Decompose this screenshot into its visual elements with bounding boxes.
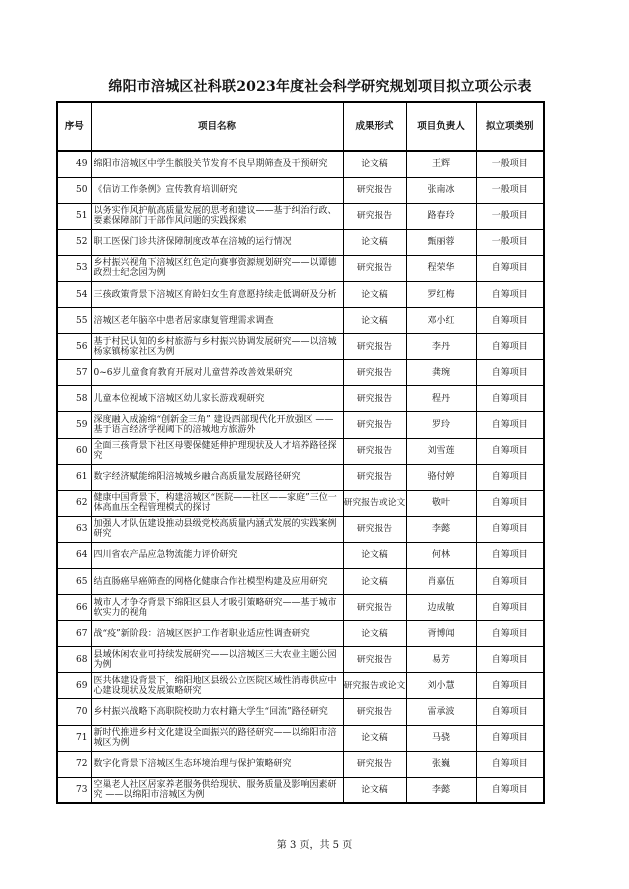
result-form-cell: 研究报告 [343, 412, 406, 438]
seq-cell: 67 [57, 621, 91, 647]
category-cell: 自筹项目 [476, 386, 544, 412]
project-lead-cell: 易芳 [406, 647, 476, 673]
seq-cell: 62 [57, 490, 91, 516]
category-cell: 自筹项目 [476, 595, 544, 621]
project-name-cell: 绵阳市涪城区中学生髌股关节发育不良早期筛查及干预研究 [91, 151, 343, 177]
category-cell: 自筹项目 [476, 412, 544, 438]
header-name: 项目名称 [91, 102, 343, 151]
project-name-cell: 战“疫”新阶段：涪城区医护工作者职业适应性调查研究 [91, 621, 343, 647]
table-row [57, 229, 544, 255]
result-form-cell: 论文稿 [343, 621, 406, 647]
header-form: 成果形式 [343, 102, 406, 151]
table-row [57, 725, 544, 751]
result-form-cell: 论文稿 [343, 151, 406, 177]
project-lead-cell: 胥博闻 [406, 621, 476, 647]
table-row [57, 621, 544, 647]
category-cell: 自筹项目 [476, 751, 544, 777]
table-row [57, 751, 544, 777]
result-form-cell: 研究报告 [343, 203, 406, 229]
project-lead-cell: 王辉 [406, 151, 476, 177]
result-form-cell: 研究报告 [343, 516, 406, 542]
table-row [57, 151, 544, 177]
result-form-cell: 研究报告 [343, 647, 406, 673]
project-name-cell: 新时代推进乡村文化建设全面振兴的路径研究——以绵阳市涪城区为例 [91, 725, 343, 751]
table-body [57, 151, 544, 803]
project-lead-cell: 程荣华 [406, 255, 476, 281]
category-cell: 自筹项目 [476, 516, 544, 542]
seq-cell: 51 [57, 203, 91, 229]
table-row [57, 281, 544, 307]
seq-cell: 49 [57, 151, 91, 177]
result-form-cell: 论文稿 [343, 569, 406, 595]
result-form-cell: 研究报告或论文 [343, 673, 406, 699]
project-lead-cell: 罗玲 [406, 412, 476, 438]
project-name-cell: 涪城区老年脑卒中患者居家康复管理需求调查 [91, 308, 343, 334]
table-row [57, 334, 544, 360]
project-name-cell: 数字化背景下涪城区生态环境治理与保护策略研究 [91, 751, 343, 777]
project-lead-cell: 邓小红 [406, 308, 476, 334]
category-cell: 自筹项目 [476, 464, 544, 490]
project-lead-cell: 肖嘉伍 [406, 569, 476, 595]
project-lead-cell: 雷承波 [406, 699, 476, 725]
project-name-cell: 乡村振兴视角下涪城区红色定向赛事资源规划研究——以谭德政烈士纪念园为例 [91, 255, 343, 281]
table-row [57, 255, 544, 281]
category-cell: 自筹项目 [476, 725, 544, 751]
table-row [57, 386, 544, 412]
project-lead-cell: 李懿 [406, 516, 476, 542]
project-name-cell: 三孩政策背景下涪城区育龄妇女生育意愿持续走低调研及分析 [91, 281, 343, 307]
project-name-cell: 0~6岁儿童食育教育开展对儿童营养改善效果研究 [91, 360, 343, 386]
category-cell: 自筹项目 [476, 569, 544, 595]
seq-cell: 63 [57, 516, 91, 542]
category-cell: 自筹项目 [476, 360, 544, 386]
category-cell: 自筹项目 [476, 438, 544, 464]
category-cell: 自筹项目 [476, 699, 544, 725]
project-table [56, 101, 545, 804]
result-form-cell: 研究报告 [343, 595, 406, 621]
result-form-cell: 研究报告 [343, 386, 406, 412]
project-lead-cell: 罗红梅 [406, 281, 476, 307]
result-form-cell: 研究报告 [343, 255, 406, 281]
seq-cell: 61 [57, 464, 91, 490]
seq-cell: 71 [57, 725, 91, 751]
project-name-cell: 数字经济赋能绵阳涪城城乡融合高质量发展路径研究 [91, 464, 343, 490]
project-lead-cell: 李丹 [406, 334, 476, 360]
header-person: 项目负责人 [406, 102, 476, 151]
project-lead-cell: 马骁 [406, 725, 476, 751]
project-name-cell: 儿童本位视域下涪城区幼儿家长游戏观研究 [91, 386, 343, 412]
result-form-cell: 研究报告 [343, 699, 406, 725]
project-name-cell: 乡村振兴战略下高职院校助力农村籍大学生“回流”路径研究 [91, 699, 343, 725]
project-name-cell: 加强人才队伍建设推动县级党校高质量内涵式发展的实践案例研究 [91, 516, 343, 542]
seq-cell: 66 [57, 595, 91, 621]
seq-cell: 64 [57, 542, 91, 568]
category-cell: 自筹项目 [476, 647, 544, 673]
seq-cell: 57 [57, 360, 91, 386]
project-name-cell: 职工医保门诊共济保障制度改革在涪城的运行情况 [91, 229, 343, 255]
project-name-cell: 全面三孩背景下社区母婴保健延伸护理现状及人才培养路径探究 [91, 438, 343, 464]
seq-cell: 54 [57, 281, 91, 307]
category-cell: 自筹项目 [476, 542, 544, 568]
table-row [57, 542, 544, 568]
seq-cell: 65 [57, 569, 91, 595]
project-name-cell: 结直肠癌早癌筛查的网格化健康合作社模型构建及应用研究 [91, 569, 343, 595]
table-row [57, 412, 544, 438]
project-lead-cell: 骆付婷 [406, 464, 476, 490]
result-form-cell: 研究报告 [343, 360, 406, 386]
result-form-cell: 论文稿 [343, 229, 406, 255]
table-row [57, 360, 544, 386]
result-form-cell: 论文稿 [343, 777, 406, 803]
category-cell: 自筹项目 [476, 621, 544, 647]
category-cell: 自筹项目 [476, 673, 544, 699]
page-title: 绵阳市涪城区社科联2023年度社会科学研究规划项目拟立项公示表 [108, 79, 532, 95]
project-lead-cell: 甄丽蓉 [406, 229, 476, 255]
project-name-cell: 县域休闲农业可持续发展研究——以涪城区三大农业主题公园为例 [91, 647, 343, 673]
result-form-cell: 论文稿 [343, 542, 406, 568]
seq-cell: 55 [57, 308, 91, 334]
result-form-cell: 研究报告 [343, 334, 406, 360]
seq-cell: 59 [57, 412, 91, 438]
result-form-cell: 研究报告 [343, 438, 406, 464]
project-name-cell: 城市人才争夺背景下绵阳区县人才吸引策略研究——基于城市软实力的视角 [91, 595, 343, 621]
category-cell: 一般项目 [476, 229, 544, 255]
seq-cell: 70 [57, 699, 91, 725]
project-lead-cell: 边成敏 [406, 595, 476, 621]
project-lead-cell: 张南冰 [406, 177, 476, 203]
table-row [57, 595, 544, 621]
table-row [57, 177, 544, 203]
seq-cell: 68 [57, 647, 91, 673]
category-cell: 自筹项目 [476, 777, 544, 803]
project-name-cell: 空巢老人社区居家养老服务供给现状、服务质量及影响因素研究 ——以绵阳市涪城区为例 [91, 777, 343, 803]
header-category: 拟立项类别 [476, 102, 544, 151]
category-cell: 自筹项目 [476, 281, 544, 307]
project-name-cell: 四川省农产品应急物流能力评价研究 [91, 542, 343, 568]
seq-cell: 50 [57, 177, 91, 203]
seq-cell: 72 [57, 751, 91, 777]
page-footer: 第 3 页，共 5 页 [276, 840, 353, 851]
project-name-cell: 深度融入成渝绵“创新金三角” 建设西部现代化开放强区 ——基于语言经济学视阈下的涪城地方旅游外 [91, 412, 343, 438]
header-seq: 序号 [57, 102, 91, 151]
project-lead-cell: 路春玲 [406, 203, 476, 229]
seq-cell: 56 [57, 334, 91, 360]
category-cell: 一般项目 [476, 203, 544, 229]
seq-cell: 60 [57, 438, 91, 464]
category-cell: 一般项目 [476, 177, 544, 203]
table-row [57, 647, 544, 673]
table-row [57, 777, 544, 803]
seq-cell: 69 [57, 673, 91, 699]
table-row [57, 490, 544, 516]
category-cell: 自筹项目 [476, 334, 544, 360]
category-cell: 自筹项目 [476, 490, 544, 516]
project-lead-cell: 何林 [406, 542, 476, 568]
seq-cell: 53 [57, 255, 91, 281]
project-lead-cell: 刘小慧 [406, 673, 476, 699]
project-name-cell: 基于村民认知的乡村旅游与乡村振兴协调发展研究——以涪城杨家镇杨家社区为例 [91, 334, 343, 360]
result-form-cell: 论文稿 [343, 308, 406, 334]
result-form-cell: 研究报告 [343, 751, 406, 777]
project-lead-cell: 程丹 [406, 386, 476, 412]
project-name-cell: 《信访工作条例》宣传教育培训研究 [91, 177, 343, 203]
result-form-cell: 研究报告 [343, 177, 406, 203]
project-name-cell: 以务实作风护航高质量发展的思考和建议——基于纠治行政、要素保障部门干部作风问题的实践探索 [91, 203, 343, 229]
category-cell: 自筹项目 [476, 308, 544, 334]
seq-cell: 52 [57, 229, 91, 255]
table-row [57, 516, 544, 542]
result-form-cell: 研究报告或论文 [343, 490, 406, 516]
table-row [57, 438, 544, 464]
project-lead-cell: 刘雪莲 [406, 438, 476, 464]
seq-cell: 73 [57, 777, 91, 803]
table-row [57, 699, 544, 725]
result-form-cell: 论文稿 [343, 725, 406, 751]
category-cell: 一般项目 [476, 151, 544, 177]
result-form-cell: 论文稿 [343, 281, 406, 307]
project-lead-cell: 龚琬 [406, 360, 476, 386]
table-row [57, 673, 544, 699]
category-cell: 自筹项目 [476, 255, 544, 281]
project-name-cell: 健康中国背景下，构建涪城区“医院——社区——家庭”三位一体高血压全程管理模式的探讨 [91, 490, 343, 516]
table-header-row [57, 102, 544, 151]
project-lead-cell: 敬叶 [406, 490, 476, 516]
project-lead-cell: 张巍 [406, 751, 476, 777]
table-row [57, 203, 544, 229]
table-row [57, 464, 544, 490]
table-row [57, 308, 544, 334]
seq-cell: 58 [57, 386, 91, 412]
table-row [57, 569, 544, 595]
project-name-cell: 医共体建设背景下，绵阳地区县级公立医院区域性消毒供应中心建设现状及发展策略研究 [91, 673, 343, 699]
result-form-cell: 研究报告 [343, 464, 406, 490]
project-lead-cell: 李懿 [406, 777, 476, 803]
